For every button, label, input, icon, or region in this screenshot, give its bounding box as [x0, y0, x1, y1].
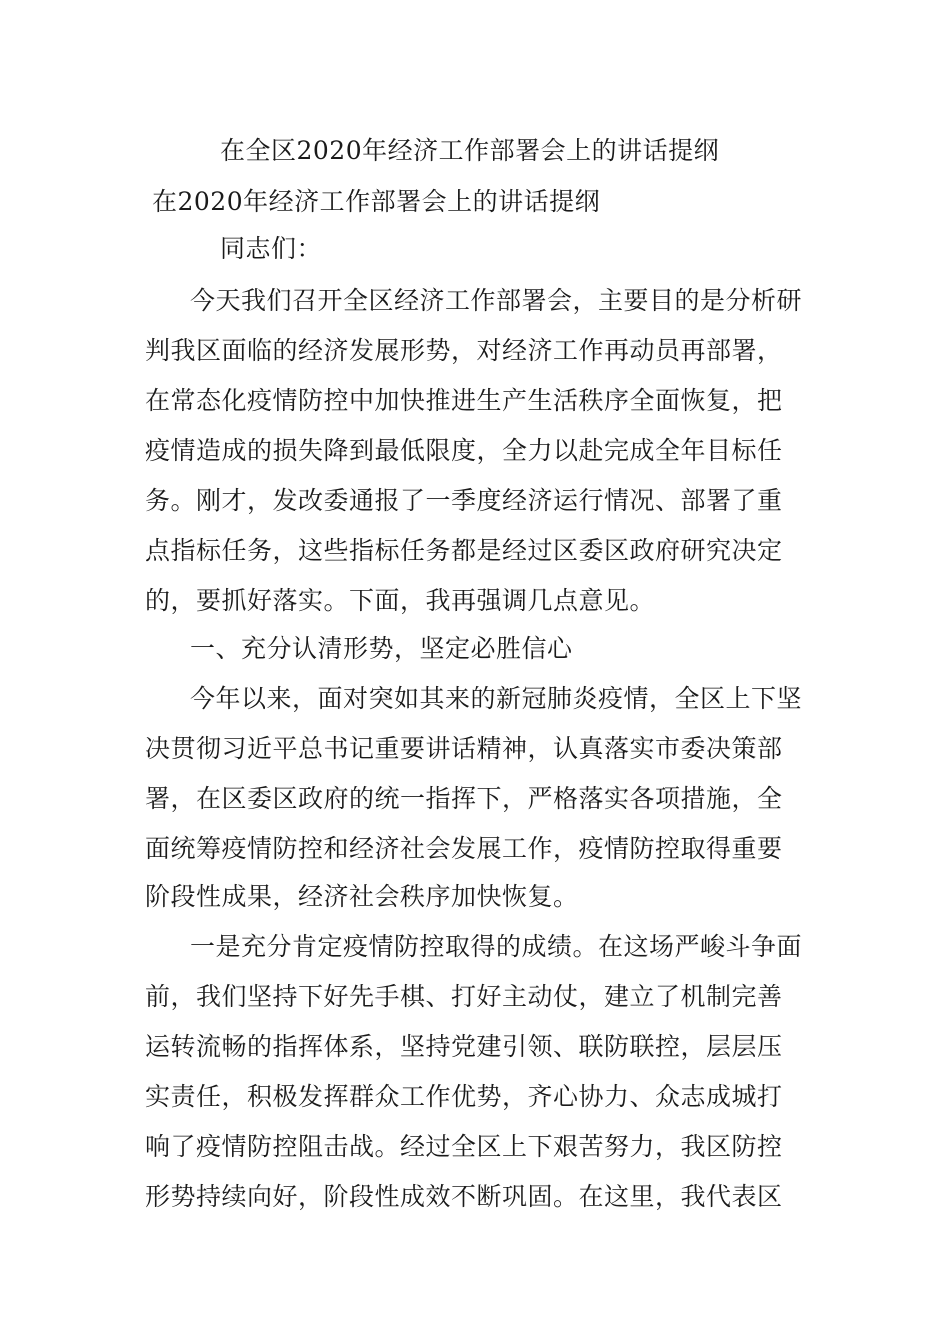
body-line: 运转流畅的指挥体系，坚持党建引领、联防联控，层层压 [145, 1032, 783, 1061]
body-line: 疫情造成的损失降到最低限度，全力以赴完成全年目标任 [145, 436, 783, 465]
salutation: 同志们： [220, 234, 323, 263]
body-line: 点指标任务，这些指标任务都是经过区委区政府研究决定 [145, 536, 783, 565]
body-line: 响了疫情防控阻击战。经过全区上下艰苦努力，我区防控 [145, 1132, 783, 1161]
body-line: 前，我们坚持下好先手棋、打好主动仗，建立了机制完善 [145, 982, 783, 1011]
body-line: 阶段性成果，经济社会秩序加快恢复。 [145, 882, 579, 911]
body-line: 今天我们召开全区经济工作部署会，主要目的是分析研 [190, 286, 803, 315]
document-title: 在全区2020年经济工作部署会上的讲话提纲 [220, 136, 720, 165]
body-line: 署，在区委区政府的统一指挥下，严格落实各项措施，全 [145, 784, 783, 813]
body-line: 决贯彻习近平总书记重要讲话精神，认真落实市委决策部 [145, 734, 783, 763]
body-line: 实责任，积极发挥群众工作优势，齐心协力、众志成城打 [145, 1082, 783, 1111]
body-line: 务。刚才，发改委通报了一季度经济运行情况、部署了重 [145, 486, 783, 515]
body-line: 判我区面临的经济发展形势，对经济工作再动员再部署， [145, 336, 783, 365]
body-line: 一是充分肯定疫情防控取得的成绩。在这场严峻斗争面 [190, 932, 803, 961]
body-line: 的，要抓好落实。下面，我再强调几点意见。 [145, 586, 656, 615]
body-line: 形势持续向好，阶段性成效不断巩固。在这里，我代表区 [145, 1182, 783, 1211]
body-line: 在常态化疫情防控中加快推进生产生活秩序全面恢复，把 [145, 386, 783, 415]
section-heading: 一、充分认清形势，坚定必胜信心 [190, 634, 573, 663]
document-subtitle: 在2020年经济工作部署会上的讲话提纲 [152, 187, 601, 216]
body-line: 今年以来，面对突如其来的新冠肺炎疫情，全区上下坚 [190, 684, 803, 713]
body-line: 面统筹疫情防控和经济社会发展工作，疫情防控取得重要 [145, 834, 783, 863]
